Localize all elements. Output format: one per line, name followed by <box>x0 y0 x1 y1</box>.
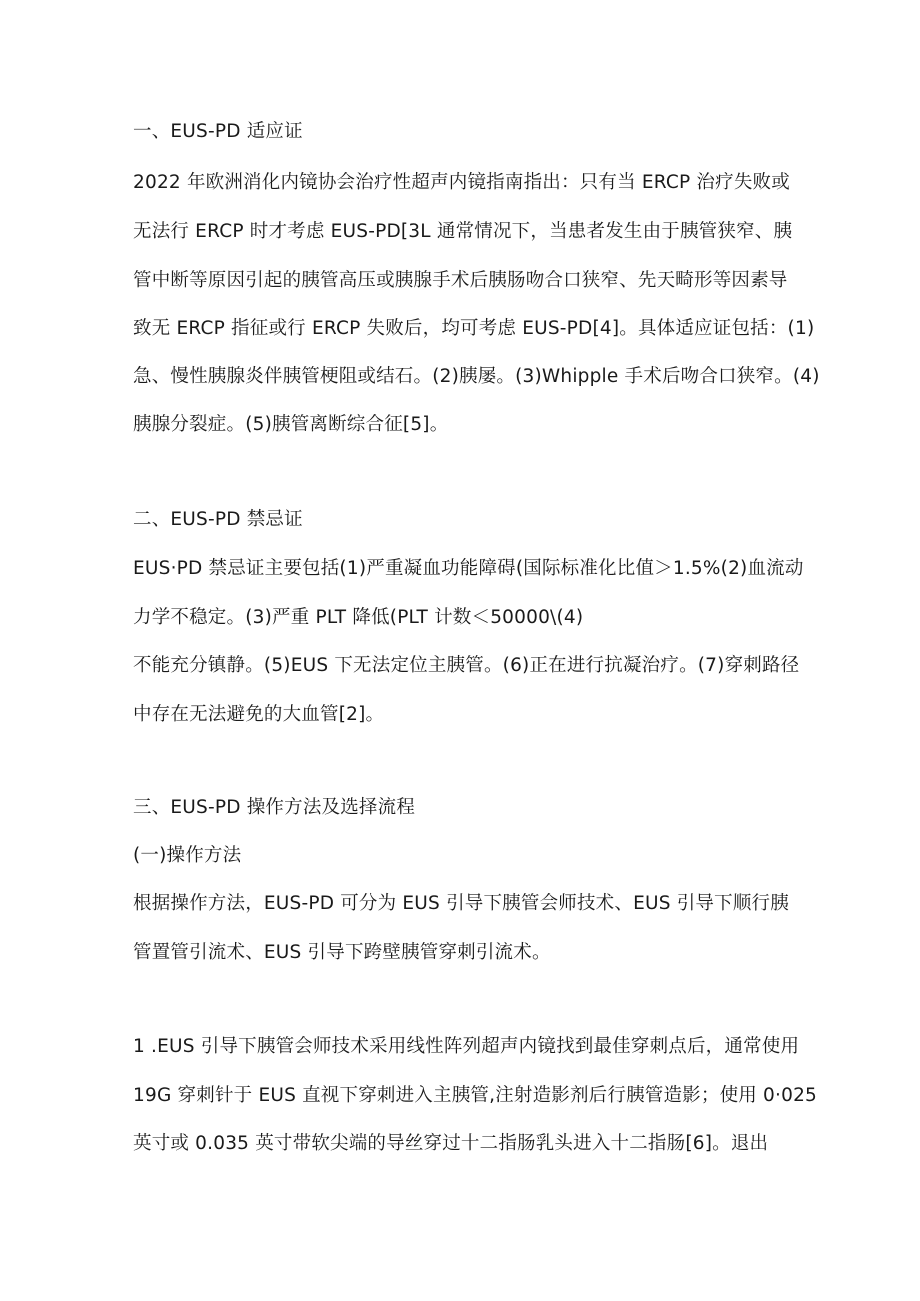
paragraph-line: 19G 穿刺针于 EUS 直视下穿刺进入主胰管,注射造影剂后行胰管造影；使用 0·025 <box>133 1085 818 1106</box>
paragraph-line: 急、慢性胰腺炎伴胰管梗阻或结石。(2)胰屡。(3)Whipple 手术后吻合口狭窄。(4) <box>133 366 820 387</box>
paragraph-line: 管置管引流术、EUS 引导下跨壁胰管穿刺引流术。 <box>133 942 551 963</box>
paragraph-line: 不能充分镇静。(5)EUS 下无法定位主胰管。(6)正在进行抗凝治疗。(7)穿刺路径 <box>133 655 800 676</box>
paragraph-line: 1 .EUS 引导下胰管会师技术采用线性阵列超声内镜找到最佳穿刺点后，通常使用 <box>133 1036 800 1057</box>
paragraph-line: 英寸或 0.035 英寸带软尖端的导丝穿过十二指肠乳头进入十二指肠[6]。退出 <box>133 1133 769 1154</box>
section-heading-methods: 三、EUS-PD 操作方法及选择流程 <box>133 797 416 818</box>
paragraph-line: 管中断等原因引起的胰管高压或胰腺手术后胰肠吻合口狭窄、先天畸形等因素导 <box>133 270 788 291</box>
paragraph-line: 2022 年欧洲消化内镜协会治疗性超声内镜指南指出：只有当 ERCP 治疗失败或 <box>133 172 790 193</box>
paragraph-line: 力学不稳定。(3)严重 PLT 降低(PLT 计数＜50000\(4) <box>133 607 584 628</box>
paragraph-line: 致无 ERCP 指征或行 ERCP 失败后，均可考虑 EUS-PD[4]。具体适应证包括：(1) <box>133 318 815 339</box>
paragraph-line: 无法行 ERCP 时才考虑 EUS-PD[3L 通常情况下，当患者发生由于胰管狭窄、胰 <box>133 221 793 242</box>
section-heading-contraindications: 二、EUS-PD 禁忌证 <box>133 509 303 530</box>
section-heading-indications: 一、EUS-PD 适应证 <box>133 121 303 142</box>
paragraph-line: 根据操作方法，EUS-PD 可分为 EUS 引导下胰管会师技术、EUS 引导下顺行胰 <box>133 893 789 914</box>
paragraph-line: 中存在无法避免的大血管[2]。 <box>133 704 385 725</box>
paragraph-line: EUS·PD 禁忌证主要包括(1)严重凝血功能障碍(国际标准化比值＞1.5%(2)血流动 <box>133 558 804 579</box>
paragraph-line: 胰腺分裂症。(5)胰管离断综合征[5]。 <box>133 414 449 435</box>
subsection-heading: (一)操作方法 <box>133 845 242 866</box>
